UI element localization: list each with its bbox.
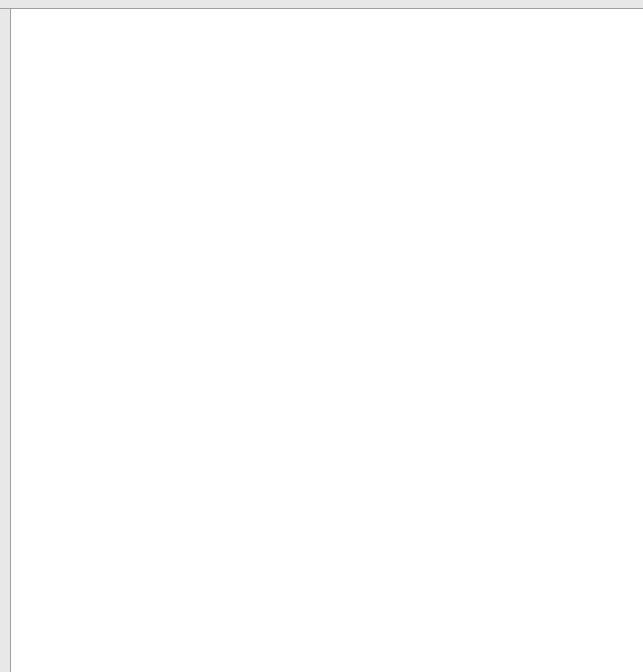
row-header-bar — [0, 9, 11, 672]
column-header-bar — [0, 0, 643, 9]
